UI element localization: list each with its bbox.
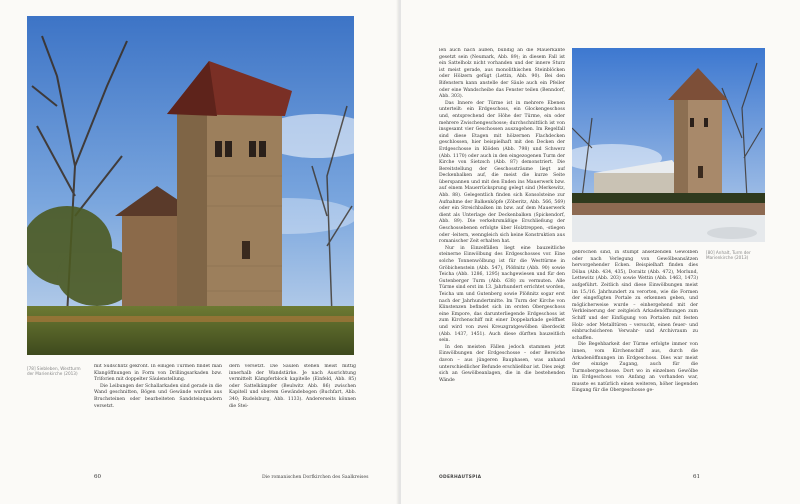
photo-caption: [78] Siebleben, Westturm der Marienkirche (2013) <box>27 366 81 377</box>
paragraph: mit Südschlitz gekrönt. In einigen Türmen findet man Klangöffnungen in Form von Drillingsarkaden bzw. Triforien mit doppelter Säulenstellung. <box>94 364 222 383</box>
page-number: 60 <box>94 474 101 480</box>
paragraph: Die Begehbarkeit der Türme erfolgte immer von innen, vom Kirchenschiff aus, durch die Arkadenöffnungen im Erdgeschoss. Dies war meist der einzige Zugang, auch für die Turmobergeschosse. Dort wo in einzelnen Gewölbe im Erdgeschoss von Anfang an vorhanden war, musste es natürlich einen weiteren, höher liegenden Eingang für die Obergeschosse ge- <box>572 342 698 394</box>
paragraph: len auch nach außen, bündig an die Mauerkante gesetzt sein (Neumark, Abb. 89); in diesem Fall ist ein Sattelholz nicht vorhanden und der innere Sturz ist meist gerade, aus monolithischen Steinblöcken oder Hölzern gefügt (Lettin, Abb. 90). Bei den Bifenstern kann anstelle der Säule auch ein Pfeiler oder eine Wandscheibe das Fenster teilen (Benndorf, Abb. 303). <box>439 48 565 100</box>
text-column <box>94 364 222 460</box>
text-column <box>572 250 698 462</box>
text-column <box>229 364 356 460</box>
church-tower-photo-left <box>27 16 354 355</box>
running-head: ODERHAUTSPIA <box>439 475 482 480</box>
paragraph: dern versetzt. Die Säulen stehen meist mittig innerhalb der Wandstärke. Je nach Ausrichtung vermittelt Kämpferblock kapitelle (Einfeld, Abb. 85) oder Sattelkämpfer (Beulwitz Abb. 86) zwischen Kapitell und oberem Gewändebogen (Buchfart, Abb. 340; Rudelsburg, Abb. 1133). Andererseits können die Stei- <box>229 364 356 409</box>
text-column <box>439 48 565 462</box>
paragraph: Die Leibungen der Schallarkaden sind gerade in die Wand geschnitten, Bögen und Gewände wurden aus Bruchsteinen oder bearbeiteten Sandsteinquadern versetzt. <box>94 383 222 409</box>
page-number: 61 <box>693 474 700 480</box>
paragraph: Das Innere der Türme ist in mehrere Ebenen unterteilt: ein Erdgeschoss, ein Glockengeschoss und, entsprechend der Höhe der Türme, ein oder mehrere Zwischengeschosse; durchschnittlich ist von insgesamt vier Geschossen auszugehen. Im Regelfall sind diese Etagen mit hölzernen Flachdecken geschlossen, hier beispielhaft mit den Decken der Erdgeschosse in Klöden (Abb. 798) und Schwerz (Abb. 1170) oder auch in den eingezogenen Turm der Kirche von Sietzsch (Abb. 87) demonstriert. Die Bereitstellung der Geschossträume liegt auf Deckenbalken auf, die meist die kurze Seite überspannen und mit den Enden ins Mauerwerk bzw. auf einem Mauerrücksprung gelegt sind (Merkewitz, Abb. 88). Gelegentlich finden sich Konsolsteine zur Aufnahme der Balkenköpfe (Zöberitz, Abb. 566, 569) oder ein Streichbalken im bzw. auf dem Mauerwerk dient als Unterlage der Deckenbalken (Spickendorf, Abb. 89). Die verkehrsmäßige Erschließung der Geschossebenen erfolgte über Holztreppen, -stiegen oder -leitern, wenngleich sich keine Konstruktion aus romanischer Zeit erhalten hat. <box>439 100 565 245</box>
paragraph: In den meisten Fällen jedoch stammen jetzt Einwölbungen der Erdgeschosse – oder Bereiche davon – aus jüngeren Bauphasen, was anhand unterschiedlicher Befunde erschließbar ist. Dies zeigt sich an Gewölbeanlagen, die in die bestehenden Wände <box>439 344 565 383</box>
left-page <box>0 0 399 504</box>
right-page <box>401 0 800 504</box>
running-head: Die romanischen Dorfkirchen des Saalkreises <box>262 475 369 480</box>
paragraph: gebrochen sind, in stumpf ansetzenden Gewölben oder nach Verlegung von Gewölbeansätzen hervorgehender Ecken. Beispielhaft finden dies Dölau (Abb. 434, 435), Doraitz (Abb. 472), Morlund, Lettewitz (Abb. 203) sowie Wettin (Abb. 1463, 1473) aufgeführt. Zeitlich sind diese Einwölbungen meist im 15./16. Jahrhundert zu verorten, wie die Formen der eingefügten Portale zu erkennen geben, und möglicherweise wurde – einhergehend mit der Verkleinerung der zeitgleich Arkadenöffnungen zum Schiff und der Einfügung von Portalen mit festen Holz- oder Metalltüren – versucht, einen feuer- und einbruchsicheren Verwahr- und Archivraum zu schaffen. <box>572 250 698 341</box>
photo-caption: [80] Anhalt, Turm der Marienkirche (2013) <box>706 250 751 261</box>
church-tower-photo-right <box>572 48 765 242</box>
paragraph: Nur in Einzelfällen liegt eine bauzeitliche steinerne Einwölbung des Erdgeschosses vor. Eine solche Tonnenwölbung ist für die Westtürme in Gröbichenstein (Abb. 547), Plößnitz (Abb. 90) sowie Teicha (Abb. 1286, 1295) nachgewiesen und für den Gutenberger Turm (Abb. 638) zu vermuten. Alle Türme sind erst im 13. Jahrhundert errichtet worden, Teicha um und Gutenberg sowie Plößnitz sogar erst nach der Jahrhundertmitte. Im Turm der Kirche von Klinstenzen befindet sich im ersten Obergeschoss eine Empore, das darunterliegende Erdgeschoss ist zum Kirchenschiff mit einer Doppelarkade geöffnet und wird von zwei Kreuzgratgewölben überdeckt (Abb. 1437, 1451). Auch diese dürften bauzeitlich sein. <box>439 245 565 344</box>
